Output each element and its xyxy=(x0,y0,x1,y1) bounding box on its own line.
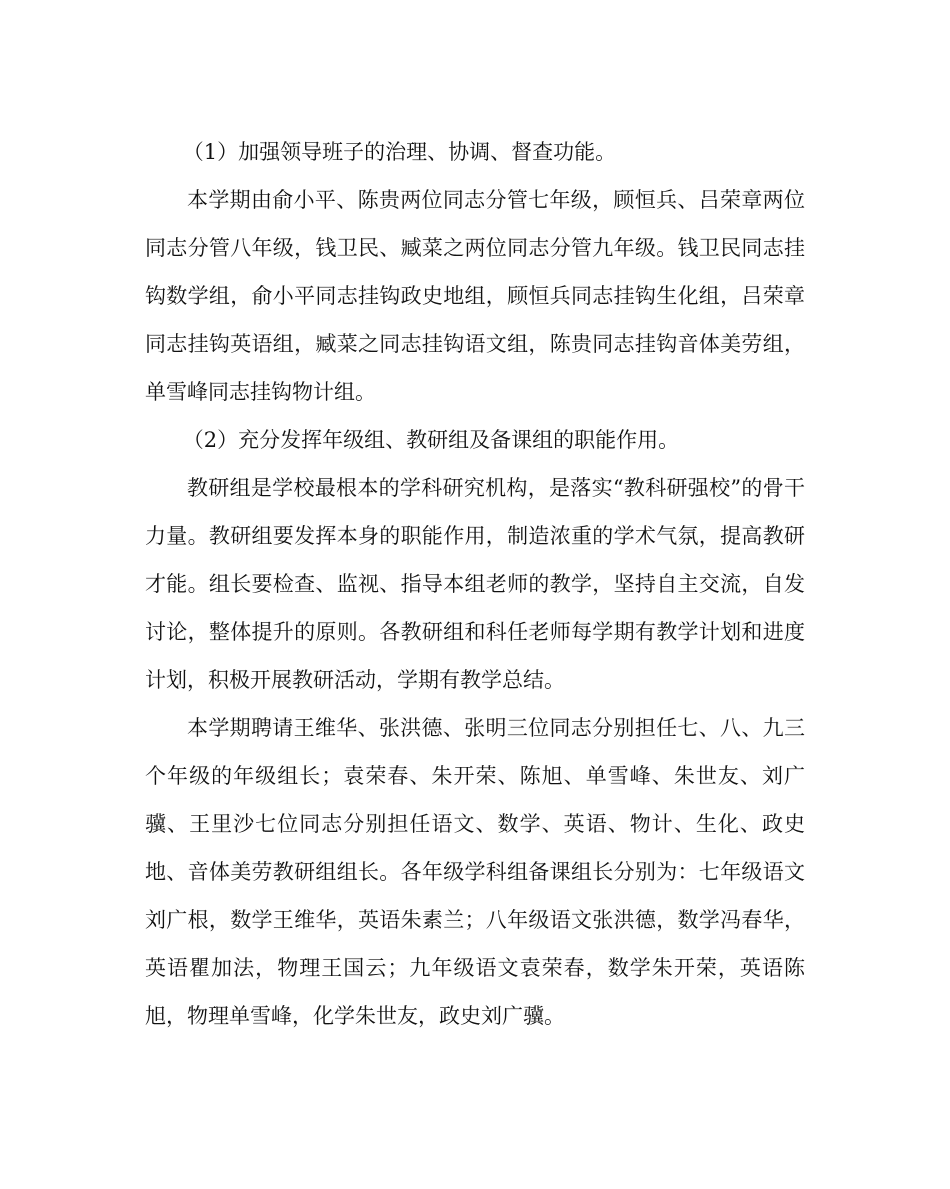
paragraph-group-leaders: 本学期聘请王维华、张洪德、张明三位同志分别担任七、八、九三个年级的年级组长；袁荣春、朱开荣、陈旭、单雪峰、朱世友、刘广骥、王里沙七位同志分别担任语文、数学、英语、物计、生化、政史地、音体美劳教研组组长。各年级学科组备课组长分别为：七年级语文刘广根，数学王维华，英语朱素兰；八年级语文张洪德，数学冯春华，英语瞿加法，物理王国云；九年级语文袁荣春，数学朱开荣，英语陈旭，物理单雪峰，化学朱世友，政史刘广骥。 xyxy=(145,716,805,1028)
section-heading-1: （1）加强领导班子的治理、协调、督查功能。 xyxy=(182,140,617,164)
section-heading-2: （2）充分发挥年级组、教研组及备课组的职能作用。 xyxy=(182,428,680,452)
paragraph-leadership-assignment: 本学期由俞小平、陈贵两位同志分管七年级，顾恒兵、吕荣章两位同志分管八年级，钱卫民、臧菜之两位同志分管九年级。钱卫民同志挂钩数学组，俞小平同志挂钩政史地组，顾恒兵同志挂钩生化组，吕荣章同志挂钩英语组，臧菜之同志挂钩语文组，陈贵同志挂钩音体美劳组，单雪峰同志挂钩物计组。 xyxy=(145,188,805,404)
paragraph-teaching-research: 教研组是学校最根本的学科研究机构，是落实“教科研强校”的骨干力量。教研组要发挥本身的职能作用，制造浓重的学术气氛，提高教研才能。组长要检查、监视、指导本组老师的教学，坚持自主交流，自发讨论，整体提升的原则。各教研组和科任老师每学期有教学计划和进度计划，积极开展教研活动，学期有教学总结。 xyxy=(145,476,805,692)
document-body xyxy=(145,128,805,1040)
